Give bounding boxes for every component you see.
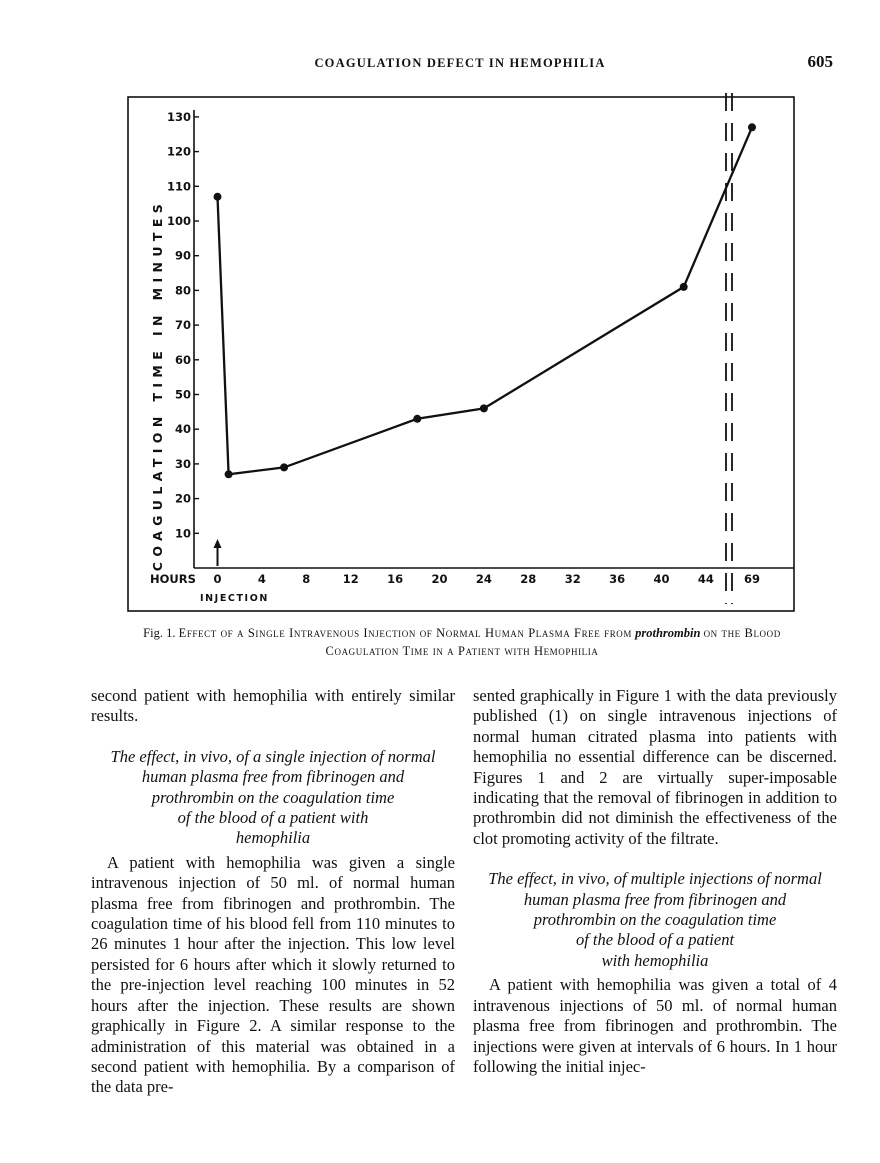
caption-title-italic: prothrombin [635, 626, 701, 640]
y-tick-label: 120 [166, 144, 191, 159]
caption-title-part2: on the Blood Coagulation Time in a Patient with Hemophilia [325, 626, 781, 658]
y-tick-label: 40 [174, 422, 191, 437]
data-point [480, 404, 488, 412]
data-point [413, 415, 421, 423]
x-tick-label: 16 [387, 572, 404, 586]
y-tick-label: 90 [174, 248, 191, 263]
y-tick-label: 80 [174, 283, 191, 298]
running-title: COAGULATION DEFECT IN HEMOPHILIA [314, 56, 606, 70]
left-section-heading: The effect, in vivo, of a single injection of normal human plasma free from fibrinogen and prothrombin on the coagulation time of the blood of a patient with hemophilia [110, 746, 436, 848]
right-paragraph-2: A patient with hemophilia was given a total of 4 intravenous injections of 50 ml. of normal human plasma free from fibrinogen and prothrombin. The injections were given at intervals of 6 hours. In 1 hour following the initial injec- [473, 975, 837, 1076]
left-column [91, 686, 455, 1098]
figure-caption [128, 624, 796, 660]
left-paragraph-1: second patient with hemophilia with entirely similar results. [91, 686, 455, 726]
coagulation-series-line [218, 127, 753, 474]
left-paragraph-2: A patient with hemophilia was given a single intravenous injection of 50 ml. of normal human plasma free from fibrinogen and prothrombin. The coagulation time of his blood fell from 110 minutes to 26 minutes 1 hour after the injection. This low level persisted for 6 hours after which it slowly returned to the pre-injection level reaching 100 minutes in 52 hours after the injection. These results are shown graphically in Figure 2. A similar response to the administration of this material was obtained in a second patient with hemophilia. By a comparison of the data pre- [91, 852, 455, 1097]
y-tick-label: 60 [174, 352, 191, 367]
chart-frame [128, 97, 794, 611]
x-axis-title: HOURS [150, 572, 196, 586]
y-tick-label: 50 [174, 387, 191, 402]
x-tick-label: 20 [431, 572, 448, 586]
x-tick-label: 4 [257, 572, 266, 586]
x-tick-label: 32 [564, 572, 581, 586]
x-tick-label: 28 [520, 572, 537, 586]
injection-arrow-head [214, 539, 222, 548]
x-tick-label: 36 [609, 572, 626, 586]
x-tick-label: 44 [697, 572, 714, 586]
data-point [225, 470, 233, 478]
page-number: 605 [807, 52, 833, 71]
data-point [280, 463, 288, 471]
x-tick-label: 0 [213, 572, 222, 586]
y-axis-title: COAGULATION TIME IN MINUTES [150, 198, 165, 572]
y-tick-label: 10 [174, 526, 191, 541]
right-section-heading: The effect, in vivo, of multiple injections of normal human plasma free from fibrinogen and prothrombin on the coagulation time of the blood of a patient with hemophilia [488, 869, 822, 970]
y-tick-label: 30 [174, 456, 191, 471]
x-tick-label: 69 [743, 572, 761, 586]
caption-title-part1: Effect of a Single Intravenous Injection of Normal Human Plasma Free from [178, 626, 632, 640]
y-tick-label: 130 [166, 109, 191, 124]
y-tick-label: 20 [174, 491, 191, 506]
y-tick-label: 70 [174, 318, 191, 333]
x-tick-label: 8 [302, 572, 311, 586]
right-column [473, 686, 837, 1077]
y-tick-label: 110 [166, 179, 191, 194]
data-point [680, 283, 688, 291]
data-point [214, 193, 222, 201]
x-tick-label: 40 [653, 572, 670, 586]
x-tick-label: 12 [342, 572, 359, 586]
data-point [748, 123, 756, 131]
x-tick-label: 24 [475, 572, 492, 586]
right-paragraph-1: sented graphically in Figure 1 with the data previously published (1) on single intravenous injections of normal human citrated plasma into patients with hemophilia no essential difference can be discerned. Figures 1 and 2 are virtually super-imposable indicating that the removal of fibrinogen in addition to prothrombin did not diminish the effectiveness of the clot promoting activity of the filtrate. [473, 686, 837, 848]
y-tick-label: 100 [166, 214, 191, 228]
caption-prefix: Fig. 1. [143, 626, 176, 640]
injection-label: INJECTION [200, 593, 269, 604]
